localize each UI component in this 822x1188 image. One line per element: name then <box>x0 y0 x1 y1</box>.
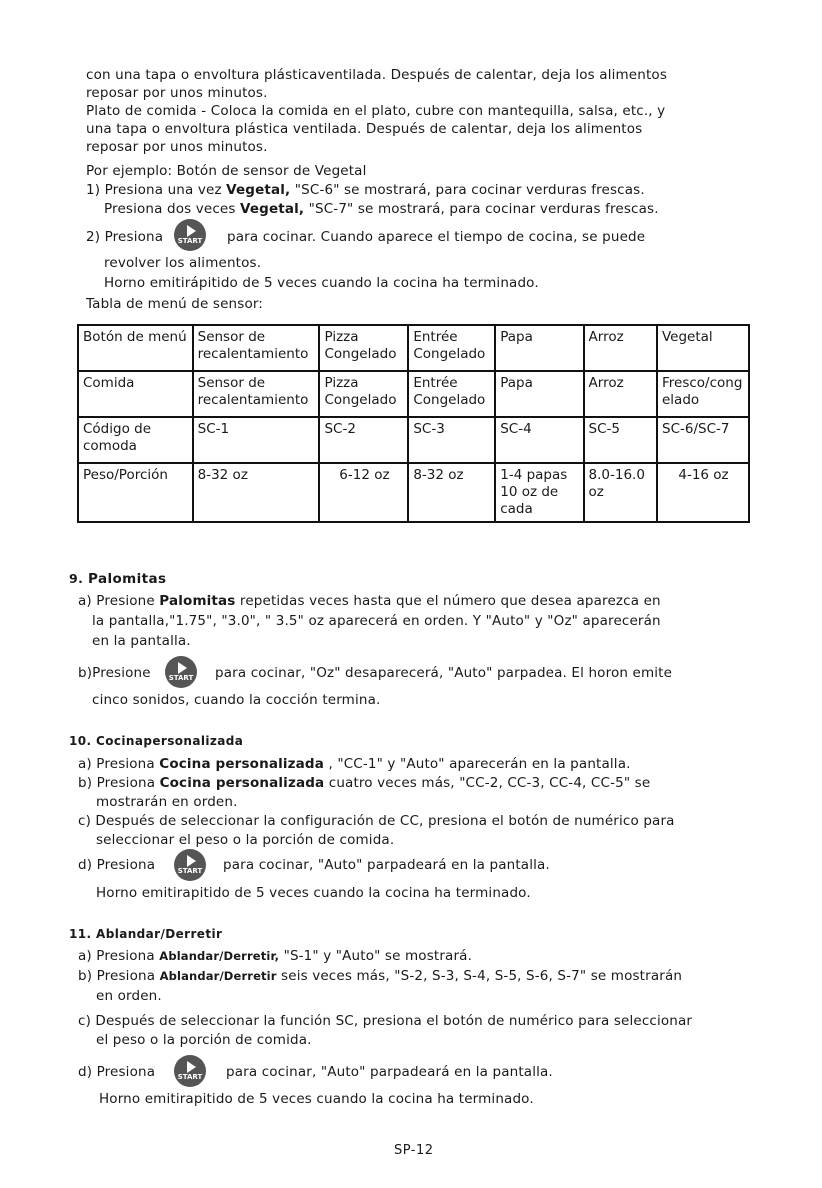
s9-b-pre: b)Presione <box>78 665 151 681</box>
s11-d-pre: d) Presiona <box>78 1064 156 1080</box>
s10-d-pre: d) Presiona <box>78 857 156 873</box>
page-number: SP-12 <box>394 1143 434 1158</box>
table-cell: Vegetal <box>657 325 749 371</box>
example-title: Por ejemplo: Botón de sensor de Vegetal <box>86 163 367 179</box>
example-step-2-line: revolver los alimentos. <box>104 255 262 271</box>
table-cell: SC-6/SC-7 <box>657 417 749 463</box>
table-row-header: Comida <box>78 371 193 417</box>
table-cell: Papa <box>495 371 583 417</box>
s11-c: c) Después de seleccionar la función SC, presiona el botón de numérico para seleccionar <box>78 1013 693 1029</box>
table-row <box>78 371 749 417</box>
table-row <box>78 417 749 463</box>
section-9-heading: 9. Palomitas <box>69 571 167 587</box>
table-cell: SC-5 <box>584 417 657 463</box>
table-row-header: Botón de menú <box>78 325 193 371</box>
table-cell: Sensor de recalentamiento <box>193 371 320 417</box>
s11-a: a) Presiona Ablandar/Derretir, "S-1" y "Auto" se mostrará. <box>78 948 473 964</box>
table-row-header: Peso/Porción <box>78 463 193 522</box>
example-step-1: 1) Presiona una vez Vegetal, "SC-6" se mostrará, para cocinar verduras frescas. <box>86 182 645 198</box>
section-10-heading: 10. Cocinapersonalizada <box>69 734 244 748</box>
s9-a-line: en la pantalla. <box>92 633 191 649</box>
s10-d-post: para cocinar, "Auto" parpadeará en la pantalla. <box>223 857 550 873</box>
table-cell: 6-12 oz <box>319 463 408 522</box>
table-cell: 8-32 oz <box>193 463 320 522</box>
intro-line: una tapa o envoltura plástica ventilada. Después de calentar, deja los alimentos <box>86 121 643 137</box>
table-row-header: Código de comoda <box>78 417 193 463</box>
s11-d-line: Horno emitirapitido de 5 veces cuando la cocina ha terminado. <box>99 1091 534 1107</box>
s11-b: b) Presiona Ablandar/Derretir seis veces más, "S-2, S-3, S-4, S-5, S-6, S-7" se mostrarán <box>78 968 683 984</box>
table-cell: SC-4 <box>495 417 583 463</box>
sensor-menu-table <box>77 324 750 523</box>
table-row <box>78 325 749 371</box>
table-cell: 1-4 papas 10 oz de cada <box>495 463 583 522</box>
table-cell: Pizza Congelado <box>319 325 408 371</box>
table-cell: Entrée Congelado <box>408 325 495 371</box>
table-cell: 8-32 oz <box>408 463 495 522</box>
intro-line: con una tapa o envoltura plásticaventilada. Después de calentar, deja los alimentos <box>86 67 667 83</box>
intro-line: reposar por unos minutos. <box>86 139 268 155</box>
table-cell: 8.0-16.0 oz <box>584 463 657 522</box>
s11-c-line: el peso o la porción de comida. <box>96 1032 312 1048</box>
example-step-2-line: Horno emitirápitido de 5 veces cuando la cocina ha terminado. <box>104 275 539 291</box>
start-icon: START <box>174 1055 206 1087</box>
example-step-1b: Presiona dos veces Vegetal, "SC-7" se mostrará, para cocinar verduras frescas. <box>104 201 659 217</box>
start-icon: START <box>174 219 206 251</box>
s9-a: a) Presione Palomitas repetidas veces hasta que el número que desea aparezca en <box>78 593 661 609</box>
table-cell: 4-16 oz <box>657 463 749 522</box>
start-icon: START <box>174 849 206 881</box>
intro-line: reposar por unos minutos. <box>86 85 268 101</box>
s10-d-line: Horno emitirapitido de 5 veces cuando la cocina ha terminado. <box>96 885 531 901</box>
s9-b-line: cinco sonidos, cuando la cocción termina. <box>92 692 381 708</box>
table-cell: SC-1 <box>193 417 320 463</box>
table-cell: Sensor de recalentamiento <box>193 325 320 371</box>
example-step-2-post: para cocinar. Cuando aparece el tiempo de cocina, se puede <box>227 229 646 245</box>
s10-b: b) Presiona Cocina personalizada cuatro veces más, "CC-2, CC-3, CC-4, CC-5" se <box>78 775 651 791</box>
s10-a: a) Presiona Cocina personalizada , "CC-1" y "Auto" aparecerán en la pantalla. <box>78 756 631 772</box>
s9-a-line: la pantalla,"1.75", "3.0", " 3.5" oz aparecerá en orden. Y "Auto" y "Oz" aparecerán <box>92 613 661 629</box>
table-cell: Entrée Congelado <box>408 371 495 417</box>
table-row <box>78 463 749 522</box>
table-cell: Papa <box>495 325 583 371</box>
s10-c-line: seleccionar el peso o la porción de comida. <box>96 832 395 848</box>
section-11-heading: 11. Ablandar/Derretir <box>69 927 223 941</box>
s11-d-post: para cocinar, "Auto" parpadeará en la pantalla. <box>226 1064 553 1080</box>
table-cell: Arroz <box>584 371 657 417</box>
table-cell: Arroz <box>584 325 657 371</box>
s10-c: c) Después de seleccionar la configuración de CC, presiona el botón de numérico para <box>78 813 675 829</box>
table-title: Tabla de menú de sensor: <box>86 296 264 312</box>
example-step-2-pre: 2) Presiona <box>86 229 164 245</box>
table-cell: Fresco/cong elado <box>657 371 749 417</box>
s11-b-line: en orden. <box>96 988 162 1004</box>
table-cell: SC-2 <box>319 417 408 463</box>
intro-line: Plato de comida - Coloca la comida en el plato, cubre con mantequilla, salsa, etc., y <box>86 103 666 119</box>
table-cell: SC-3 <box>408 417 495 463</box>
s10-b-line: mostrarán en orden. <box>96 794 238 810</box>
s9-b-post: para cocinar, "Oz" desaparecerá, "Auto" parpadea. El horon emite <box>215 665 673 681</box>
table-cell: Pizza Congelado <box>319 371 408 417</box>
start-icon: START <box>165 656 197 688</box>
